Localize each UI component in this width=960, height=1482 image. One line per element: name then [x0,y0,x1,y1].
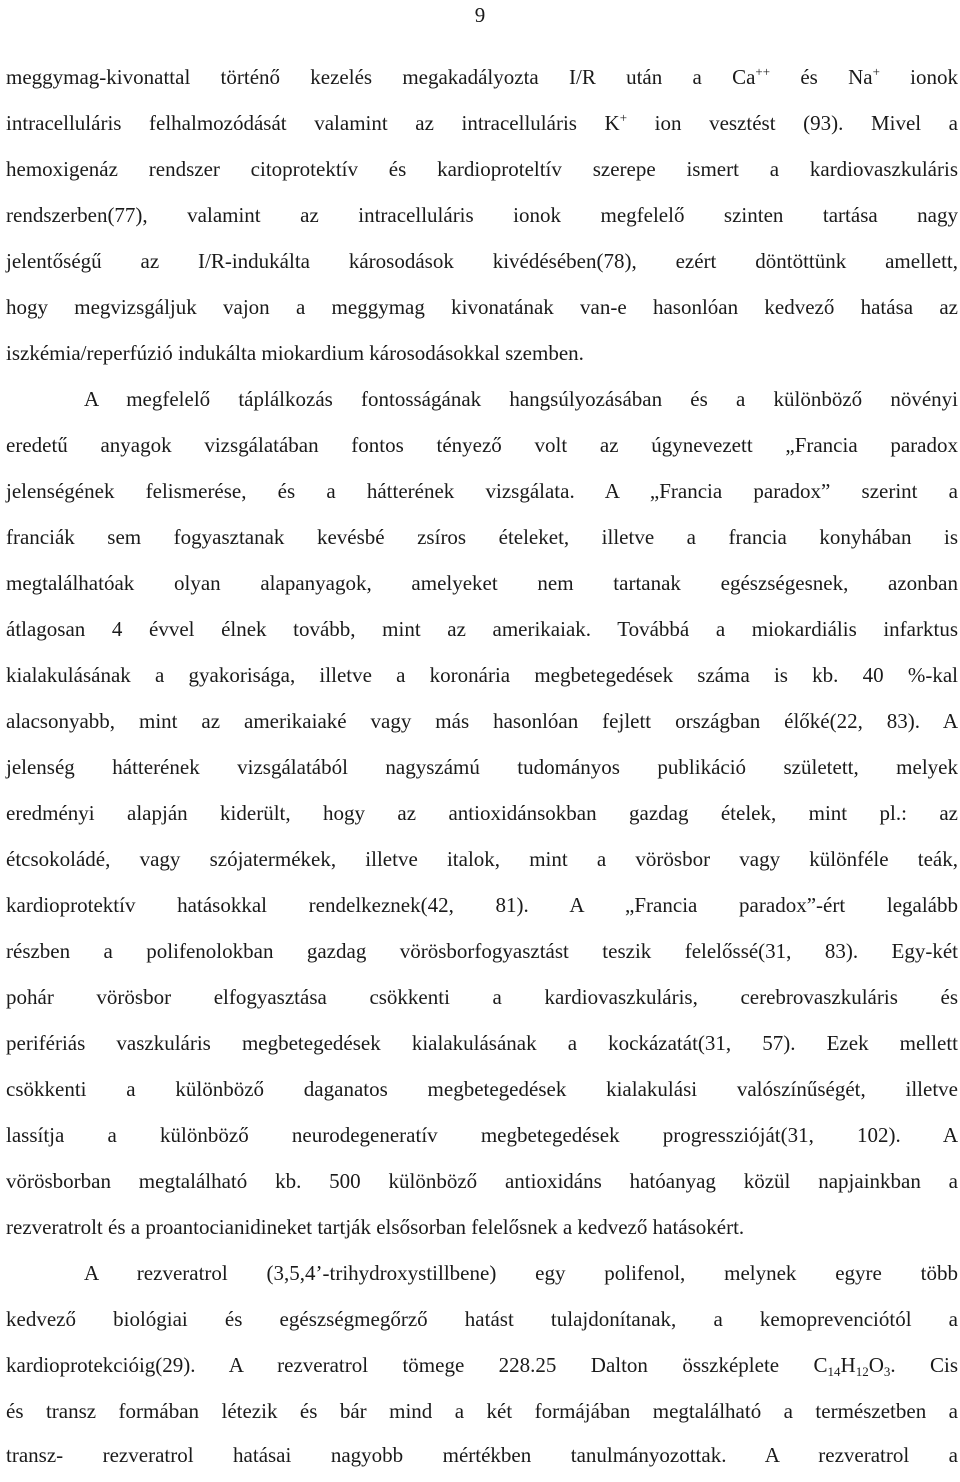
text-line [6,1122,958,1148]
text-run: jelentőségű az I/R-indukálta károsodások kivédésében(78), ezért döntöttünk amellett, [6,249,958,273]
superscript: ++ [755,64,771,79]
text-run: A megfelelő táplálkozás fontosságának hangsúlyozásában és a különböző növényi [84,387,958,411]
text-run: kardioprotektív hatásokkal rendelkeznek(42, 81). A „Francia paradox”-ért legalább [6,893,958,917]
text-line [6,984,958,1010]
text-run: megtalálhatóak olyan alapanyagok, amelyeket nem tartanak egészségesnek, azonban [6,571,958,595]
text-run: A rezveratrol (3,5,4’-trihydroxystillbene) egy polifenol, melynek egyre több [84,1261,958,1285]
text-line [6,1442,958,1468]
text-run: franciák sem fogyasztanak kevésbé zsíros ételeket, illetve a francia konyhában is [6,525,958,549]
text-line [6,1214,958,1240]
superscript: + [872,64,880,79]
text-line [6,662,958,688]
text-run: H [840,1353,856,1377]
text-run: kialakulásának a gyakorisága, illetve a koronária megbetegedések száma is kb. 40 %-kal [6,663,958,687]
text-run: iszkémia/reperfúzió indukálta miokardium károsodásokkal szemben. [6,341,584,365]
text-run: és Na [770,65,873,89]
text-run: eredményi alapján kiderült, hogy az antioxidánsokban gazdag ételek, mint pl.: az [6,801,958,825]
text-line [6,432,958,458]
text-run: és transz formában létezik és bár mind a két formájában megtalálható a természetben a [6,1399,958,1423]
text-line [6,110,958,136]
text-line [6,156,958,182]
text-line [6,64,958,90]
text-line [6,846,958,872]
text-run: intracelluláris felhalmozódását valamint az intracelluláris K [6,111,620,135]
text-line [6,1306,958,1332]
text-line [6,1352,958,1378]
text-run: átlagosan 4 évvel élnek tovább, mint az amerikaiak. Továbbá a miokardiális infarktus [6,617,958,641]
text-line [6,340,958,366]
text-line [6,1168,958,1194]
text-line [6,570,958,596]
text-run: meggymag-kivonattal történő kezelés megakadályozta I/R után a Ca [6,65,756,89]
text-line [6,524,958,550]
text-run: lassítja a különböző neurodegeneratív megbetegedések progresszióját(31, 102). A [6,1123,958,1147]
text-line [6,800,958,826]
text-line [6,1030,958,1056]
page-number: 9 [474,3,486,27]
subscript: 3 [883,1364,891,1379]
text-line [6,248,958,274]
text-run: rendszerben(77), valamint az intracelluláris ionok megfelelő szinten tartása nagy [6,203,958,227]
subscript: 14 [827,1364,841,1379]
superscript: + [619,110,628,125]
text-run: részben a polifenolokban gazdag vörösborfogyasztást teszik felelőssé(31, 83). Egy-két [6,939,958,963]
text-run: hemoxigenáz rendszer citoprotektív és kardioproteltív szerepe ismert a kardiovaszkuláris [6,157,958,181]
text-line [6,294,958,320]
text-line [6,938,958,964]
text-run: jelenségének felismerése, és a hátterének vizsgálata. A „Francia paradox” szerint a [6,479,958,503]
text-run: transz- rezveratrol hatásai nagyobb mértékben tanulmányozottak. A rezveratrol a [6,1443,958,1467]
text-line [6,1076,958,1102]
text-line [6,892,958,918]
text-line [6,708,958,734]
text-line [6,202,958,228]
text-run: csökkenti a különböző daganatos megbetegedések kialakulási valószínűségét, illetve [6,1077,958,1101]
text-run: pohár vörösbor elfogyasztása csökkenti a kardiovaszkuláris, cerebrovaszkuláris és [6,985,958,1009]
text-run: hogy megvizsgáljuk vajon a meggymag kivonatának van-e hasonlóan kedvező hatása az [6,295,958,319]
text-run: ion vesztést (93). Mivel a [627,111,959,135]
text-run: perifériás vaszkuláris megbetegedések kialakulásának a kockázatát(31, 57). Ezek mellett [6,1031,958,1055]
text-line [6,478,958,504]
text-run: étcsokoládé, vagy szójatermékek, illetve italok, mint a vörösbor vagy különféle teák, [6,847,958,871]
text-line [6,616,958,642]
text-line [6,754,958,780]
text-run: jelenség hátterének vizsgálatából nagyszámú tudományos publikáció született, melyek [6,755,958,779]
text-line [84,1260,958,1286]
subscript: 12 [855,1364,869,1379]
text-run: ionok [879,65,959,89]
text-run: O [868,1353,884,1377]
text-run: rezveratrolt és a proantocianidineket tartják elsősorban felelősnek a kedvező hatásokért. [6,1215,745,1239]
text-run: kedvező biológiai és egészségmegőrző hatást tulajdonítanak, a kemoprevenciótól a [6,1307,958,1331]
text-run: alacsonyabb, mint az amerikaiaké vagy más hasonlóan fejlett országban élőké(22, 83). A [6,709,958,733]
text-run: eredetű anyagok vizsgálatában fontos tényező volt az úgynevezett „Francia paradox [6,433,958,457]
text-line [6,1398,958,1424]
text-run: vörösborban megtalálható kb. 500 különböző antioxidáns hatóanyag közül napjainkban a [6,1169,958,1193]
text-line [84,386,958,412]
text-run: kardioprotekcióig(29). A rezveratrol tömege 228.25 Dalton összképlete C [6,1353,828,1377]
text-run: . Cis [890,1353,959,1377]
